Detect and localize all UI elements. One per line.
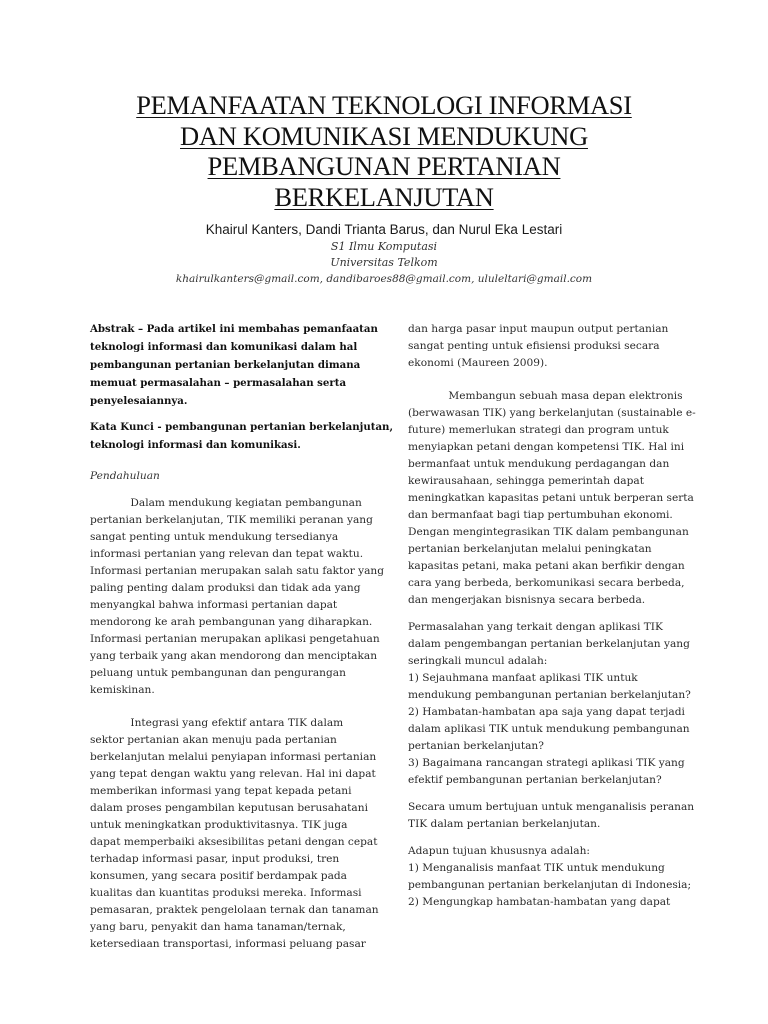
text-line: dapat memperbaiki aksesibilitas petani dengan cepat xyxy=(90,836,378,848)
text-line: dan harga pasar input maupun output pertanian xyxy=(408,323,669,335)
text-line: paling penting dalam produksi dan tidak ada yang xyxy=(90,582,361,594)
text-line: bermanfaat untuk mendukung perdagangan dan xyxy=(408,458,670,470)
title-line: PEMANFAATAN TEKNOLOGI INFORMASI xyxy=(136,90,632,120)
text-line: Dengan mengintegrasikan TIK dalam pembangunan xyxy=(408,526,689,538)
text-line: dalam pengembangan pertanian berkelanjutan yang xyxy=(408,638,690,650)
text-line: Integrasi yang efektif antara TIK dalam xyxy=(90,717,344,729)
author-list: Khairul Kanters, Dandi Trianta Barus, dan Nurul Eka Lestari xyxy=(205,222,563,237)
text-line: mendukung pembangunan pertanian berkelanjutan? xyxy=(408,689,691,701)
general-objective-paragraph xyxy=(408,799,695,833)
text-line: pertanian berkelanjutan melalui peningkatan xyxy=(408,543,652,555)
text-line: yang baru, penyakit dan hama tanaman/ternak, xyxy=(90,921,346,933)
text-line: (berwawasan TIK) yang berkelanjutan (sustainable e- xyxy=(408,407,696,419)
body-paragraph-2 xyxy=(408,388,696,609)
text-line: pertanian berkelanjutan? xyxy=(408,740,544,752)
text-line: efektif pembangunan pertanian berkelanjutan? xyxy=(408,774,662,786)
text-line: 2) Hambatan-hambatan apa saja yang dapat terjadi xyxy=(408,706,685,718)
text-line: pembangunan pertanian berkelanjutan di Indonesia; xyxy=(408,879,692,891)
text-line: kapasitas petani, maka petani akan berfikir dengan xyxy=(408,560,685,572)
text-line: future) memerlukan strategi dan program untuk xyxy=(408,424,669,436)
text-line: sangat penting untuk mendukung tersedianya xyxy=(90,531,339,543)
text-line: 1) Menganalisis manfaat TIK untuk mendukung xyxy=(408,862,665,874)
text-line: informasi pertanian yang relevan dan tepat waktu. xyxy=(90,548,364,560)
body-paragraph-1 xyxy=(408,321,688,372)
text-line: dalam proses pengambilan keputusan berusahatani xyxy=(90,802,368,814)
text-line: Adapun tujuan khususnya adalah: xyxy=(408,845,590,857)
keywords xyxy=(90,419,394,455)
text-line: pemasaran, praktek pengelolaan ternak dan tanaman xyxy=(90,904,379,916)
text-line: meningkatkan kapasitas petani untuk berperan serta xyxy=(408,492,694,504)
text-line: dan bermanfaat bagi tiap pertumbuhan ekonomi. xyxy=(408,509,673,521)
keyword-line: Kata Kunci - pembangunan pertanian berkelanjutan, xyxy=(90,421,394,433)
abstract xyxy=(90,321,394,455)
text-line: dan mengerjakan bisnisnya secara berbeda. xyxy=(408,594,646,606)
text-line: 2) Mengungkap hambatan-hambatan yang dapat xyxy=(408,896,671,908)
text-line: terhadap informasi pasar, input produksi, tren xyxy=(90,853,340,865)
text-line: Membangun sebuah masa depan elektronis xyxy=(408,390,683,402)
affiliation-university: Universitas Telkom xyxy=(330,256,438,269)
text-line: sangat penting untuk efisiensi produksi secara xyxy=(408,340,660,352)
text-line: ketersediaan transportasi, informasi peluang pasar xyxy=(90,938,366,950)
abstract-line: Abstrak – Pada artikel ini membahas pemanfaatan xyxy=(90,323,378,335)
text-line: Informasi pertanian merupakan aplikasi pengetahuan xyxy=(90,633,380,645)
specific-objective-paragraph xyxy=(408,843,692,911)
intro-paragraph-1 xyxy=(90,495,385,699)
text-line: untuk meningkatkan produktivitasnya. TIK juga xyxy=(90,819,348,831)
text-line: seringkali muncul adalah: xyxy=(408,655,548,667)
text-line: kemiskinan. xyxy=(90,684,155,696)
text-line: menyiapkan petani dengan kompetensi TIK. Hal ini xyxy=(408,441,685,453)
left-column xyxy=(90,321,394,953)
text-line: kualitas dan kuantitas produksi mereka. Informasi xyxy=(90,887,362,899)
text-line: 1) Sejauhmana manfaat aplikasi TIK untuk xyxy=(408,672,638,684)
text-line: Secara umum bertujuan untuk menganalisis peranan xyxy=(408,801,695,813)
text-line: yang tepat dengan waktu yang relevan. Hal ini dapat xyxy=(90,768,376,780)
text-line: cara yang berbeda, berkomunikasi secara berbeda, xyxy=(408,577,685,589)
title-line: DAN KOMUNIKASI MENDUKUNG xyxy=(180,120,588,151)
text-line: TIK dalam pertanian berkelanjutan. xyxy=(408,818,601,830)
text-line: peluang untuk pembangunan dan pengurangan xyxy=(90,667,346,679)
text-line: menyangkal bahwa informasi pertanian dapat xyxy=(90,599,338,611)
text-line: yang terbaik yang akan mendorong dan menciptakan xyxy=(90,650,378,662)
text-line: konsumen, yang secara positif berdampak pada xyxy=(90,870,347,882)
abstract-line: pembangunan pertanian berkelanjutan dimana xyxy=(90,359,361,371)
text-line: ekonomi (Maureen 2009). xyxy=(408,357,548,369)
title-line: BERKELANJUTAN xyxy=(274,181,494,212)
text-line: Dalam mendukung kegiatan pembangunan xyxy=(90,497,362,509)
abstract-line: teknologi informasi dan komunikasi dalam hal xyxy=(90,341,358,353)
text-line: Permasalahan yang terkait dengan aplikasi TIK xyxy=(408,621,663,633)
right-column xyxy=(408,321,696,911)
text-line: pertanian berkelanjutan, TIK memiliki peranan yang xyxy=(90,514,373,526)
keyword-line: teknologi informasi dan komunikasi. xyxy=(90,439,301,451)
text-line: kewirausahaan, sehingga pemerintah dapat xyxy=(408,475,644,487)
text-line: mendorong ke arah pembangunan yang diharapkan. xyxy=(90,616,373,628)
affiliation-program: S1 Ilmu Komputasi xyxy=(330,240,438,253)
paper-title xyxy=(60,90,708,212)
text-line: dalam aplikasi TIK untuk mendukung pembangunan xyxy=(408,723,690,735)
intro-paragraph-2 xyxy=(90,715,379,953)
text-line: sektor pertanian akan menuju pada pertanian xyxy=(90,734,337,746)
problem-statement-paragraph xyxy=(408,619,691,789)
author-emails: khairulkanters@gmail.com, dandibaroes88@gmail.com, ululeltari@gmail.com xyxy=(175,273,593,285)
abstract-line: penyelesaiannya. xyxy=(90,395,188,407)
text-line: memberikan informasi yang tepat kepada petani xyxy=(90,785,352,797)
section-heading-pendahuluan: Pendahuluan xyxy=(90,470,160,482)
title-line: PEMBANGUNAN PERTANIAN xyxy=(207,151,561,181)
text-line: berkelanjutan melalui penyiapan informasi pertanian xyxy=(90,751,377,763)
text-line: Informasi pertanian merupakan salah satu faktor yang xyxy=(90,565,385,577)
abstract-line: memuat permasalahan – permasalahan serta xyxy=(90,377,347,389)
text-line: 3) Bagaimana rancangan strategi aplikasi TIK yang xyxy=(408,757,685,769)
